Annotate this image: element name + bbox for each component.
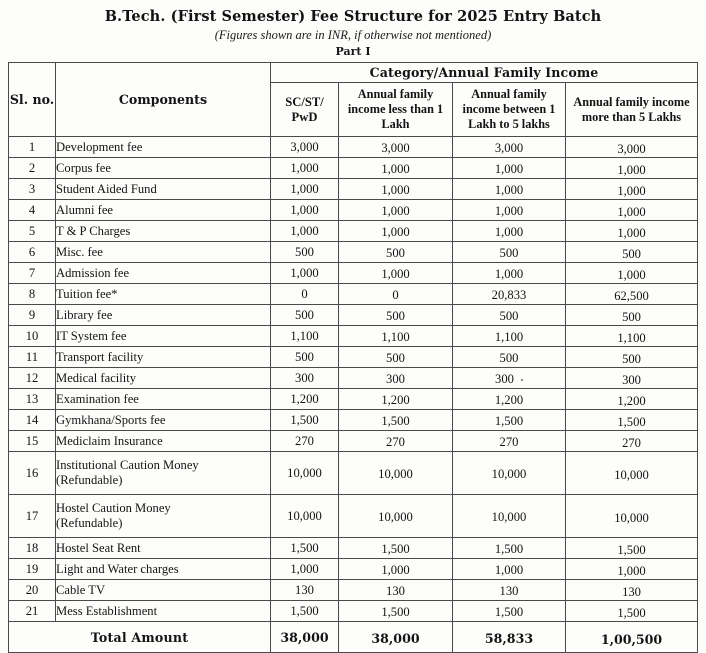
cell-1-to-5-lakhs: 1,000 bbox=[453, 221, 566, 242]
component-label: Library fee bbox=[56, 307, 113, 322]
cell-1-to-5-lakhs: 10,000 bbox=[453, 452, 566, 495]
cell-more-5-lakhs: 1,000 bbox=[566, 179, 698, 200]
cell-component bbox=[56, 389, 271, 410]
cell-sc-st-pwd: 1,500 bbox=[271, 538, 339, 559]
cell-sl-no: 14 bbox=[9, 410, 56, 431]
cell-component bbox=[56, 347, 271, 368]
table-head bbox=[9, 63, 698, 137]
cell-sl-no: 16 bbox=[9, 452, 56, 495]
component-label: Cable TV bbox=[56, 582, 106, 597]
table-row bbox=[9, 263, 698, 284]
cell-more-5-lakhs: 1,000 bbox=[566, 263, 698, 284]
cell-component bbox=[56, 431, 271, 452]
cell-more-5-lakhs: 500 bbox=[566, 242, 698, 263]
cell-less-1-lakh: 500 bbox=[339, 347, 453, 368]
cell-less-1-lakh: 0 bbox=[339, 284, 453, 305]
component-label: Hostel Caution Money bbox=[56, 501, 171, 515]
cell-less-1-lakh: 1,500 bbox=[339, 410, 453, 431]
cell-1-to-5-lakhs: 270 bbox=[453, 431, 566, 452]
table-row bbox=[9, 410, 698, 431]
cell-more-5-lakhs: 1,000 bbox=[566, 158, 698, 179]
cell-sl-no: 2 bbox=[9, 158, 56, 179]
table-foot bbox=[9, 622, 698, 653]
cell-1-to-5-lakhs: 500 bbox=[453, 347, 566, 368]
cell-sl-no: 9 bbox=[9, 305, 56, 326]
total-1-to-5-lakhs: 58,833 bbox=[453, 622, 566, 653]
cell-sc-st-pwd: 10,000 bbox=[271, 452, 339, 495]
total-more-5-lakhs: 1,00,500 bbox=[566, 622, 698, 653]
cell-1-to-5-lakhs: 500 bbox=[453, 242, 566, 263]
component-label: IT System fee bbox=[56, 328, 127, 343]
cell-component bbox=[56, 410, 271, 431]
cell-component bbox=[56, 137, 271, 158]
cell-less-1-lakh: 300 bbox=[339, 368, 453, 389]
cell-less-1-lakh: 270 bbox=[339, 431, 453, 452]
cell-sl-no: 13 bbox=[9, 389, 56, 410]
cell-sc-st-pwd: 1,000 bbox=[271, 179, 339, 200]
cell-sl-no: 12 bbox=[9, 368, 56, 389]
total-row bbox=[9, 622, 698, 653]
cell-less-1-lakh: 1,000 bbox=[339, 559, 453, 580]
scan-speck bbox=[521, 379, 523, 381]
cell-1-to-5-lakhs: 1,000 bbox=[453, 263, 566, 284]
cell-component bbox=[56, 601, 271, 622]
component-label: Medical facility bbox=[56, 370, 137, 385]
component-label: Light and Water charges bbox=[56, 561, 179, 576]
component-label: Corpus fee bbox=[56, 160, 111, 175]
table-row bbox=[9, 137, 698, 158]
cell-less-1-lakh: 1,000 bbox=[339, 179, 453, 200]
cell-1-to-5-lakhs: 3,000 bbox=[453, 137, 566, 158]
cell-sc-st-pwd: 0 bbox=[271, 284, 339, 305]
cell-sl-no: 17 bbox=[9, 495, 56, 538]
total-amount-label: Total Amount bbox=[9, 622, 271, 653]
document-header bbox=[0, 0, 706, 59]
cell-sc-st-pwd: 1,500 bbox=[271, 410, 339, 431]
cell-more-5-lakhs: 1,000 bbox=[566, 221, 698, 242]
cell-less-1-lakh: 1,000 bbox=[339, 221, 453, 242]
cell-component bbox=[56, 263, 271, 284]
table-row bbox=[9, 347, 698, 368]
component-label: Mediclaim Insurance bbox=[56, 433, 163, 448]
table-row bbox=[9, 200, 698, 221]
cell-1-to-5-lakhs: 1,500 bbox=[453, 538, 566, 559]
cell-less-1-lakh: 1,000 bbox=[339, 158, 453, 179]
table-row bbox=[9, 179, 698, 200]
cell-sc-st-pwd: 1,200 bbox=[271, 389, 339, 410]
table-header-row-1 bbox=[9, 63, 698, 83]
component-label: Tuition fee* bbox=[56, 286, 118, 301]
page-subtitle: (Figures shown are in INR, if otherwise not mentioned) bbox=[214, 28, 492, 42]
cell-less-1-lakh: 10,000 bbox=[339, 452, 453, 495]
cell-1-to-5-lakhs: 130 bbox=[453, 580, 566, 601]
cell-sl-no: 3 bbox=[9, 179, 56, 200]
cell-less-1-lakh: 1,000 bbox=[339, 200, 453, 221]
header-category-group: Category/Annual Family Income bbox=[271, 63, 698, 83]
table-row bbox=[9, 601, 698, 622]
cell-sl-no: 8 bbox=[9, 284, 56, 305]
table-body bbox=[9, 137, 698, 622]
cell-1-to-5-lakhs: 1,000 bbox=[453, 559, 566, 580]
page-title: B.Tech. (First Semester) Fee Structure for 2025 Entry Batch bbox=[104, 8, 602, 25]
header-sl-no: Sl. no. bbox=[9, 63, 56, 137]
component-label: T & P Charges bbox=[56, 223, 131, 238]
component-label: Transport facility bbox=[56, 349, 144, 364]
cell-sl-no: 19 bbox=[9, 559, 56, 580]
table-row bbox=[9, 158, 698, 179]
component-label: Examination fee bbox=[56, 391, 139, 406]
cell-more-5-lakhs: 10,000 bbox=[566, 495, 698, 538]
cell-less-1-lakh: 1,000 bbox=[339, 263, 453, 284]
cell-less-1-lakh: 1,500 bbox=[339, 538, 453, 559]
cell-component bbox=[56, 305, 271, 326]
cell-component bbox=[56, 452, 271, 495]
cell-sc-st-pwd: 500 bbox=[271, 347, 339, 368]
cell-more-5-lakhs: 10,000 bbox=[566, 452, 698, 495]
cell-sl-no: 4 bbox=[9, 200, 56, 221]
cell-1-to-5-lakhs: 1,200 bbox=[453, 389, 566, 410]
cell-more-5-lakhs: 1,500 bbox=[566, 601, 698, 622]
cell-sc-st-pwd: 1,000 bbox=[271, 221, 339, 242]
cell-more-5-lakhs: 3,000 bbox=[566, 137, 698, 158]
cell-sc-st-pwd: 1,000 bbox=[271, 263, 339, 284]
cell-component bbox=[56, 200, 271, 221]
cell-less-1-lakh: 500 bbox=[339, 242, 453, 263]
cell-component bbox=[56, 326, 271, 347]
component-label: Mess Establishment bbox=[56, 603, 158, 618]
header-col-income-more-than-5-lakhs: Annual family income more than 5 Lakhs bbox=[566, 83, 698, 137]
cell-component bbox=[56, 538, 271, 559]
table-row bbox=[9, 284, 698, 305]
table-row bbox=[9, 580, 698, 601]
cell-sl-no: 11 bbox=[9, 347, 56, 368]
component-label-line2: (Refundable) bbox=[56, 516, 123, 530]
cell-less-1-lakh: 1,100 bbox=[339, 326, 453, 347]
cell-1-to-5-lakhs: 1,000 bbox=[453, 179, 566, 200]
total-sc-st-pwd: 38,000 bbox=[271, 622, 339, 653]
cell-sl-no: 1 bbox=[9, 137, 56, 158]
component-label: Institutional Caution Money bbox=[56, 458, 199, 472]
component-label: Alumni fee bbox=[56, 202, 114, 217]
component-label: Misc. fee bbox=[56, 244, 103, 259]
cell-more-5-lakhs: 1,100 bbox=[566, 326, 698, 347]
component-label: Student Aided Fund bbox=[56, 181, 157, 196]
cell-less-1-lakh: 1,500 bbox=[339, 601, 453, 622]
cell-more-5-lakhs: 1,500 bbox=[566, 410, 698, 431]
component-label: Hostel Seat Rent bbox=[56, 540, 141, 555]
cell-component bbox=[56, 368, 271, 389]
table-row bbox=[9, 431, 698, 452]
table-row bbox=[9, 242, 698, 263]
cell-more-5-lakhs: 62,500 bbox=[566, 284, 698, 305]
header-col-sc-st-pwd: SC/ST/ PwD bbox=[271, 83, 339, 137]
cell-component bbox=[56, 158, 271, 179]
cell-sc-st-pwd: 1,500 bbox=[271, 601, 339, 622]
cell-more-5-lakhs: 1,500 bbox=[566, 538, 698, 559]
cell-sc-st-pwd: 500 bbox=[271, 305, 339, 326]
cell-sc-st-pwd: 1,100 bbox=[271, 326, 339, 347]
cell-1-to-5-lakhs: 1,500 bbox=[453, 601, 566, 622]
cell-sc-st-pwd: 1,000 bbox=[271, 559, 339, 580]
cell-sc-st-pwd: 300 bbox=[271, 368, 339, 389]
cell-1-to-5-lakhs: 10,000 bbox=[453, 495, 566, 538]
cell-more-5-lakhs: 270 bbox=[566, 431, 698, 452]
cell-1-to-5-lakhs: 1,000 bbox=[453, 158, 566, 179]
cell-1-to-5-lakhs: 300 bbox=[453, 368, 566, 389]
cell-sl-no: 21 bbox=[9, 601, 56, 622]
table-row bbox=[9, 452, 698, 495]
cell-less-1-lakh: 10,000 bbox=[339, 495, 453, 538]
table-row bbox=[9, 305, 698, 326]
table-row bbox=[9, 326, 698, 347]
table-row bbox=[9, 495, 698, 538]
cell-more-5-lakhs: 300 bbox=[566, 368, 698, 389]
cell-sl-no: 10 bbox=[9, 326, 56, 347]
cell-sl-no: 20 bbox=[9, 580, 56, 601]
header-col-income-1-to-5-lakhs: Annual family income between 1 Lakh to 5 lakhs bbox=[453, 83, 566, 137]
cell-less-1-lakh: 3,000 bbox=[339, 137, 453, 158]
cell-sl-no: 18 bbox=[9, 538, 56, 559]
cell-1-to-5-lakhs: 1,000 bbox=[453, 200, 566, 221]
cell-more-5-lakhs: 1,000 bbox=[566, 559, 698, 580]
cell-more-5-lakhs: 1,200 bbox=[566, 389, 698, 410]
header-components: Components bbox=[56, 63, 271, 137]
cell-less-1-lakh: 1,200 bbox=[339, 389, 453, 410]
cell-more-5-lakhs: 1,000 bbox=[566, 200, 698, 221]
cell-more-5-lakhs: 130 bbox=[566, 580, 698, 601]
cell-sl-no: 7 bbox=[9, 263, 56, 284]
cell-component bbox=[56, 242, 271, 263]
fee-structure-table bbox=[8, 62, 698, 653]
cell-sl-no: 6 bbox=[9, 242, 56, 263]
cell-component bbox=[56, 559, 271, 580]
cell-1-to-5-lakhs: 500 bbox=[453, 305, 566, 326]
component-label: Gymkhana/Sports fee bbox=[56, 412, 166, 427]
cell-component bbox=[56, 284, 271, 305]
cell-1-to-5-lakhs: 1,100 bbox=[453, 326, 566, 347]
table-row bbox=[9, 221, 698, 242]
cell-component bbox=[56, 580, 271, 601]
cell-component bbox=[56, 221, 271, 242]
cell-sc-st-pwd: 3,000 bbox=[271, 137, 339, 158]
header-col-income-less-than-1-lakh: Annual family income less than 1 Lakh bbox=[339, 83, 453, 137]
part-label: Part I bbox=[335, 45, 371, 58]
cell-sl-no: 5 bbox=[9, 221, 56, 242]
cell-more-5-lakhs: 500 bbox=[566, 305, 698, 326]
cell-sl-no: 15 bbox=[9, 431, 56, 452]
cell-1-to-5-lakhs: 1,500 bbox=[453, 410, 566, 431]
component-label: Development fee bbox=[56, 139, 143, 154]
cell-component bbox=[56, 495, 271, 538]
component-label: Admission fee bbox=[56, 265, 130, 280]
cell-more-5-lakhs: 500 bbox=[566, 347, 698, 368]
table-row bbox=[9, 389, 698, 410]
cell-sc-st-pwd: 500 bbox=[271, 242, 339, 263]
cell-sc-st-pwd: 10,000 bbox=[271, 495, 339, 538]
fee-table-container bbox=[8, 62, 697, 653]
cell-sc-st-pwd: 1,000 bbox=[271, 200, 339, 221]
cell-sc-st-pwd: 270 bbox=[271, 431, 339, 452]
cell-less-1-lakh: 130 bbox=[339, 580, 453, 601]
table-row bbox=[9, 368, 698, 389]
cell-sc-st-pwd: 130 bbox=[271, 580, 339, 601]
cell-1-to-5-lakhs: 20,833 bbox=[453, 284, 566, 305]
total-less-1-lakh: 38,000 bbox=[339, 622, 453, 653]
cell-component bbox=[56, 179, 271, 200]
table-row bbox=[9, 538, 698, 559]
cell-sc-st-pwd: 1,000 bbox=[271, 158, 339, 179]
table-row bbox=[9, 559, 698, 580]
component-label-line2: (Refundable) bbox=[56, 473, 123, 487]
cell-less-1-lakh: 500 bbox=[339, 305, 453, 326]
